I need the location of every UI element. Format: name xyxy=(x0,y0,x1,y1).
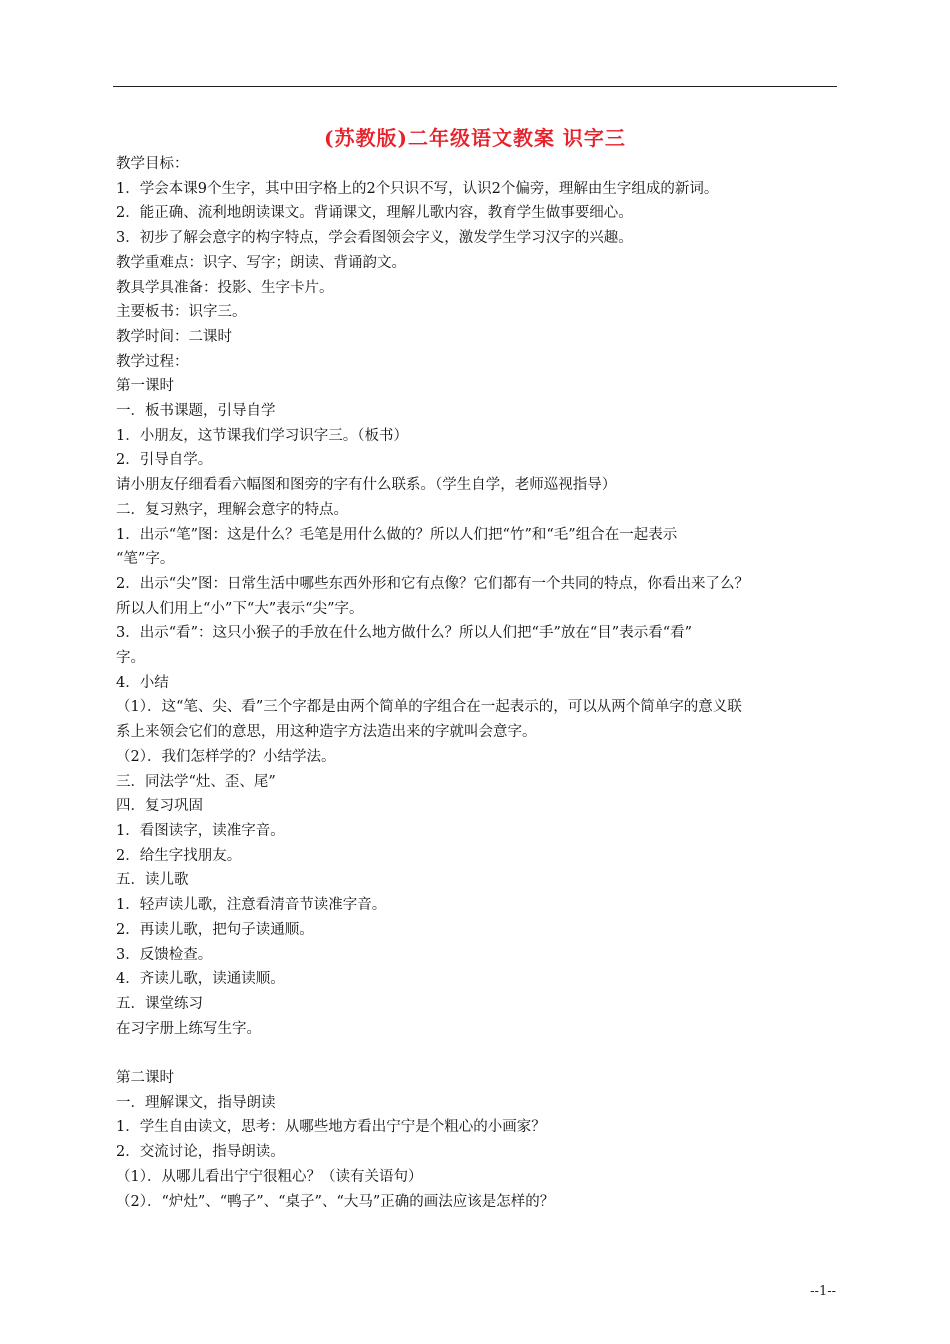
text-line: 2．出示“尖”图：日常生活中哪些东西外形和它有点像？它们都有一个共同的特点，你看出来了么？ xyxy=(116,575,750,592)
text-line: 第二课时 xyxy=(116,1070,174,1086)
text-line: 4．小结 xyxy=(116,674,169,691)
text-line: （1）．这“笔、尖、看”三个字都是由两个简单的字组合在一起表示的，可以从两个简单字的意义联 xyxy=(116,699,742,716)
text-line: 系上来领会它们的意思，用这种造字方法造出来的字就叫会意字。 xyxy=(116,724,537,741)
page-number: --1-- xyxy=(810,1284,836,1299)
text-line: 3．初步了解会意字的构字特点，学会看图领会字义，激发学生学习汉字的兴趣。 xyxy=(116,230,633,247)
text-line: 1．看图读字，读准字音。 xyxy=(116,822,285,839)
text-line: 教学过程： xyxy=(116,353,189,370)
header-rule xyxy=(113,86,837,87)
text-line: 一．板书课题，引导自学 xyxy=(116,403,276,420)
text-line: 三．同法学“灶、歪、尾” xyxy=(116,773,276,790)
text-line: 教学重难点：识字、写字；朗读、背诵韵文。 xyxy=(116,254,406,271)
text-line: （1）．从哪儿看出宁宁很粗心？（读有关语句） xyxy=(116,1168,423,1185)
text-line: 2．引导自学。 xyxy=(116,452,213,469)
text-line: 二．复习熟字，理解会意字的特点。 xyxy=(116,501,348,518)
text-line: 一．理解课文，指导朗读 xyxy=(116,1094,276,1111)
text-line: “笔”字。 xyxy=(116,551,175,568)
text-line: 所以人们用上“小”下“大”表示“尖”字。 xyxy=(116,600,364,617)
page-title: (苏教版)二年级语文教案 识字三 xyxy=(324,126,626,150)
text-line: 3．反馈检查。 xyxy=(116,946,213,963)
text-line: （2）．我们怎样学的？小结学法。 xyxy=(116,748,336,765)
text-line: 第一课时 xyxy=(116,378,174,395)
blank-line xyxy=(116,1041,846,1066)
text-line: 教具学具准备：投影、生字卡片。 xyxy=(116,279,334,296)
text-line: 教学时间：二课时 xyxy=(116,328,232,345)
text-line: 2．再读儿歌，把句子读通顺。 xyxy=(116,921,314,938)
text-line: 1．学会本课9个生字，其中田字格上的2个只识不写，认识2个偏旁，理解由生字组成的新词。 xyxy=(116,180,719,197)
text-line: 2．能正确、流利地朗读课文。背诵课文，理解儿歌内容，教育学生做事要细心。 xyxy=(116,205,633,222)
text-line: 主要板书：识字三。 xyxy=(116,304,247,321)
text-line: 3．出示“看”：这只小猴子的手放在什么地方做什么？所以人们把“手”放在“目”表示看“看” xyxy=(116,625,693,642)
text-line: 1．出示“笔”图：这是什么？毛笔是用什么做的？所以人们把“竹”和“毛”组合在一起表示 xyxy=(116,526,678,543)
text-line: 1．学生自由读文，思考：从哪些地方看出宁宁是个粗心的小画家？ xyxy=(116,1119,546,1136)
text-line: 在习字册上练写生字。 xyxy=(116,1020,261,1037)
text-line: 1．小朋友，这节课我们学习识字三。（板书） xyxy=(116,427,408,444)
text-line: （2）．“炉灶”、“鸭子”、“桌子”、“大马”正确的画法应该是怎样的？ xyxy=(116,1193,555,1210)
text-line: 五．课堂练习 xyxy=(116,995,203,1012)
text-line: 教学目标： xyxy=(116,156,189,172)
text-line: 五．读儿歌 xyxy=(116,872,189,889)
text-line: 1．轻声读儿歌，注意看清音节读准字音。 xyxy=(116,897,387,914)
text-line: 请小朋友仔细看看六幅图和图旁的字有什么联系。（学生自学，老师巡视指导） xyxy=(116,477,617,494)
document-body xyxy=(116,152,846,1214)
text-line: 四．复习巩固 xyxy=(116,798,203,815)
text-line: 字。 xyxy=(116,650,145,667)
text-line: 2．给生字找朋友。 xyxy=(116,847,242,864)
text-line: 2．交流讨论，指导朗读。 xyxy=(116,1144,285,1161)
text-line: 4．齐读儿歌，读通读顺。 xyxy=(116,971,285,988)
